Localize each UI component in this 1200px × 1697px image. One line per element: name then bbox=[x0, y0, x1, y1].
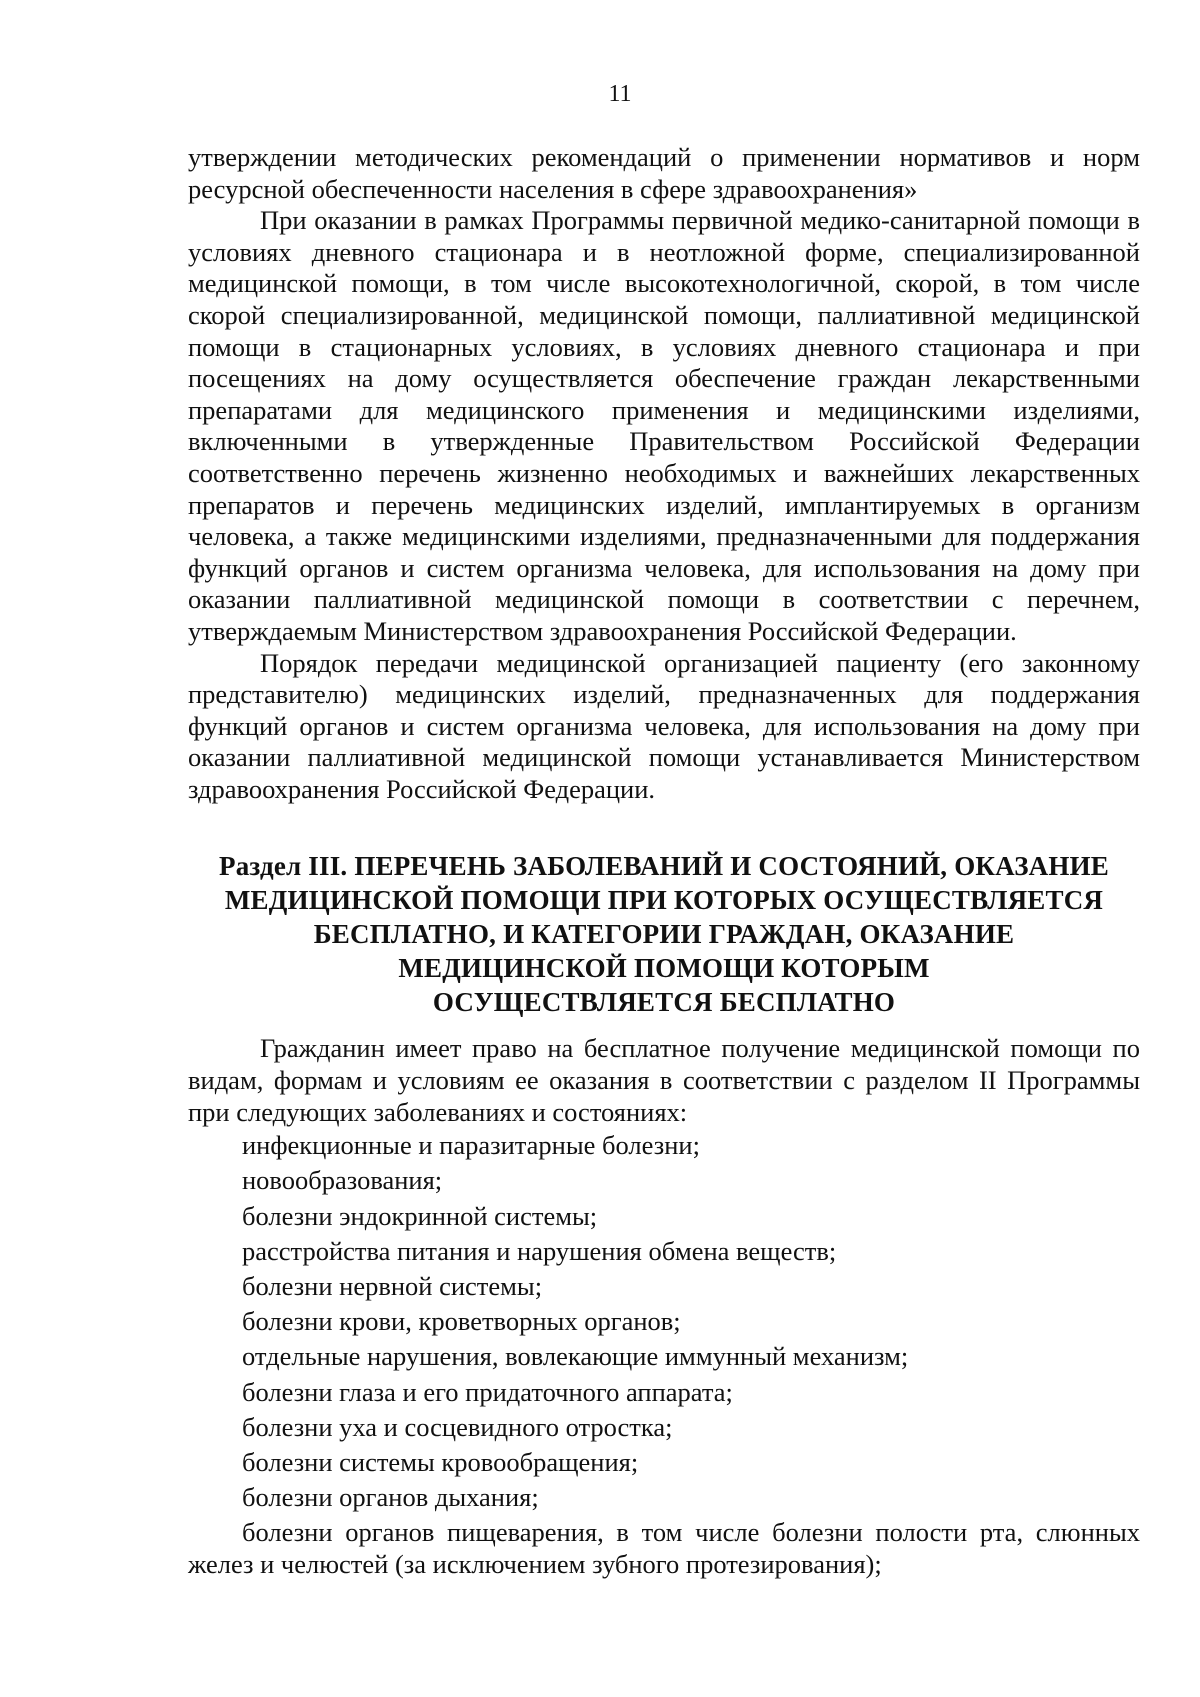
list-item: расстройства питания и нарушения обмена веществ; bbox=[242, 1235, 837, 1266]
page-number: 11 bbox=[608, 81, 632, 107]
paragraph-medication-provision: При оказании в рамках Программы первичной медико-санитарной помощи в условиях дневного стационара и в неотложной форме, специализированной медицинской помощи, в том числе высокотехнологичной, скорой, в том числе скорой специализированной, медицинской помощи, паллиативной медицинской помощи в стационарных условиях, в условиях дневного стационара и при посещениях на дому осуществляется обеспечение граждан лекарственными препаратами для медицинского применения и медицинскими изделиями, включенными в утвержденные Правительством Российской Федерации соответственно перечень жизненно необходимых и важнейших лекарственных препаратов и перечень медицинских изделий, имплантируемых в организм человека, а также медицинскими изделиями, предназначенными для поддержания функций органов и систем организма человека, для использования на дому при оказании паллиативной медицинской помощи в соответствии с перечнем, утверждаемым Министерством здравоохранения Российской Федерации. bbox=[188, 205, 1140, 646]
paragraph-device-transfer-order: Порядок передачи медицинской организацией пациенту (его законному представителю) медицинских изделий, предназначенных для поддержания функций органов и систем организма человека, для использования на дому при оказании паллиативной медицинской помощи устанавливается Министерством здравоохранения Российской Федерации. bbox=[188, 647, 1140, 804]
section-heading-line: МЕДИЦИНСКОЙ ПОМОЩИ КОТОРЫМ bbox=[398, 953, 930, 984]
list-item: инфекционные и паразитарные болезни; bbox=[242, 1130, 700, 1161]
paragraph-citizen-rights-intro: Гражданин имеет право на бесплатное получение медицинской помощи по видам, формам и условиям ее оказания в соответствии с разделом II Программы при следующих заболеваниях и состояниях: bbox=[188, 1033, 1140, 1127]
section-heading-line: ОСУЩЕСТВЛЯЕТСЯ БЕСПЛАТНО bbox=[432, 987, 896, 1018]
list-item: отдельные нарушения, вовлекающие иммунный механизм; bbox=[242, 1341, 909, 1372]
list-item: болезни крови, кроветворных органов; bbox=[242, 1306, 681, 1337]
list-item: болезни эндокринной системы; bbox=[242, 1200, 598, 1231]
conditions-list bbox=[188, 1128, 1140, 1580]
paragraph-continuation: утверждении методических рекомендаций о применении нормативов и норм ресурсной обеспеченности населения в сфере здравоохранения» bbox=[188, 142, 1140, 204]
section-heading-line: БЕСПЛАТНО, И КАТЕГОРИИ ГРАЖДАН, ОКАЗАНИЕ bbox=[313, 919, 1015, 950]
list-item: болезни органов пищеварения, в том числе болезни полости рта, слюнных желез и челюстей (за исключением зубного протезирования); bbox=[188, 1517, 1140, 1580]
section-heading-line: МЕДИЦИНСКОЙ ПОМОЩИ ПРИ КОТОРЫХ ОСУЩЕСТВЛЯЕТСЯ bbox=[224, 885, 1104, 916]
list-item: новообразования; bbox=[242, 1165, 443, 1196]
list-item: болезни системы кровообращения; bbox=[242, 1447, 639, 1478]
section-heading bbox=[188, 849, 1140, 1019]
list-item: болезни уха и сосцевидного отростка; bbox=[242, 1411, 673, 1442]
section-heading-line: Раздел III. ПЕРЕЧЕНЬ ЗАБОЛЕВАНИЙ И СОСТОЯНИЙ, ОКАЗАНИЕ bbox=[219, 851, 1109, 882]
list-item: болезни нервной системы; bbox=[242, 1271, 543, 1302]
list-item: болезни глаза и его придаточного аппарата; bbox=[242, 1376, 733, 1407]
document-body bbox=[188, 142, 1140, 1581]
list-item: болезни органов дыхания; bbox=[242, 1482, 539, 1513]
